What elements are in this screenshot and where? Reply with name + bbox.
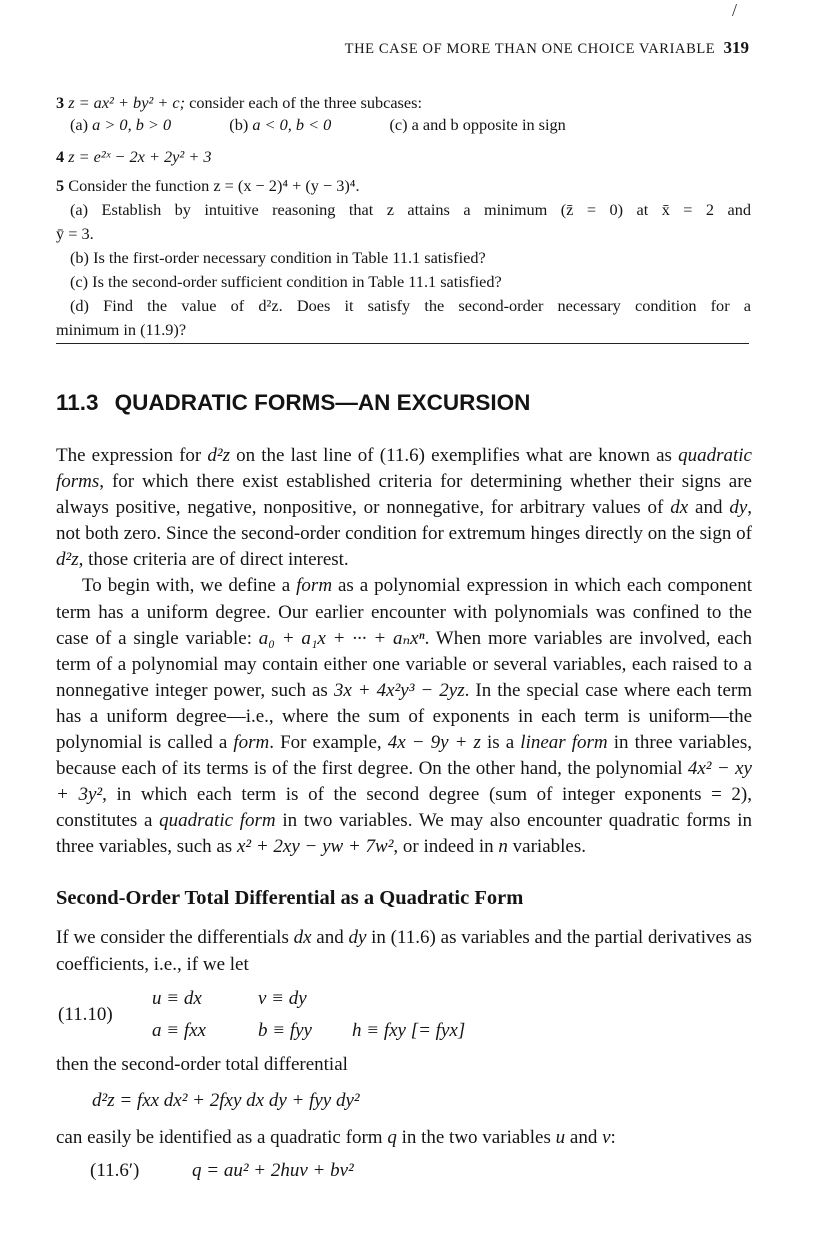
then-text: then the second-order total differential (56, 1054, 348, 1075)
text-run: in the two variables (396, 1127, 556, 1148)
text-run: in three variables, because each of its terms is of the first degree. On the other hand, the polynomial (56, 732, 752, 780)
subcase-a-text: a > 0, b > 0 (92, 115, 172, 134)
text-run: in (11.6) as variables and the partial derivatives as coefficients, i.e., if we let (56, 927, 752, 975)
section-heading (56, 390, 530, 416)
text-run: The expression for (56, 445, 208, 466)
exercise-3 (56, 91, 751, 115)
math-run: 4x − 9y + z (387, 732, 481, 754)
equation-h: h ≡ fxy [= fyx] (352, 1020, 466, 1041)
math-run: n (498, 836, 508, 858)
equation-v: v ≡ dy (258, 988, 307, 1009)
running-head-title: THE CASE OF MORE THAN ONE CHOICE VARIABLE (344, 41, 716, 57)
text-run: , for which there exist established criteria for determining whether their signs are always positive, negative, nonpositive, or nonnegative, for arbitrary values of (56, 471, 752, 519)
section-title: QUADRATIC FORMS—AN EXCURSION (114, 390, 531, 415)
part-b-label: (b) (70, 248, 89, 267)
equation-label-11-6-prime: (11.6′) (90, 1160, 140, 1181)
math-run: 4x² − xy + 3y² (56, 758, 752, 806)
math-run: x² + 2xy − yw + 7w² (236, 836, 394, 858)
body-text (56, 443, 752, 861)
equation-a: a ≡ fxx (152, 1020, 206, 1041)
part-b-text: Is the first-order necessary condition in Table 11.1 satisfied? (93, 248, 486, 267)
text-run: : (610, 1127, 616, 1148)
equation-b: b ≡ fyy (258, 1020, 312, 1041)
exercise-3-subcases (56, 113, 751, 137)
subcase-b-text: a < 0, b < 0 (252, 115, 332, 134)
math-run: dx (293, 927, 312, 948)
identified-text (56, 1125, 752, 1152)
text-run: , or indeed in (393, 836, 499, 858)
math-run: a₀ + a₁x + ··· + aₙxⁿ (258, 627, 425, 649)
running-head (345, 38, 749, 58)
subcase-c-label: (c) (389, 115, 408, 134)
page-number: 319 (723, 38, 749, 57)
paragraph-1 (56, 443, 752, 573)
subcase-c-text: a and b opposite in sign (411, 115, 566, 134)
text-run: on the last line of (11.6) exemplifies what are known as (229, 445, 679, 466)
emphasis-run: quadratic form (159, 810, 276, 832)
math-run: u (555, 1127, 566, 1148)
math-run: dy (348, 927, 367, 948)
text-run: . In the special case where each term has a uniform degree—i.e., where the sum of exponents in each term is uniform—the polynomial is called a (56, 679, 753, 754)
exercise-text: consider each of the three subcases: (189, 93, 422, 112)
text-run: in two variables. We may also encounter quadratic forms in three variables, such as (56, 810, 753, 858)
text-run: , not both zero. Since the second-order condition for extremum hinges directly on the sign of (56, 497, 752, 545)
part-c-label: (c) (70, 272, 89, 291)
subsection-intro (56, 925, 752, 978)
part-d-label: (d) (70, 296, 89, 315)
equation-u: u ≡ dx (152, 988, 202, 1009)
emphasis-run: quadratic forms (56, 445, 752, 493)
math-run: d²z (207, 445, 230, 466)
text-run: If we consider the differentials (56, 927, 294, 948)
exercise-number: 5 (56, 176, 65, 195)
text-run: , in which each term is of the second degree (sum of integer exponents = 2), constitutes a (56, 784, 752, 832)
section-divider (56, 343, 749, 344)
paragraph-2 (56, 573, 752, 860)
equation-d2z: d²z = fxx dx² + 2fxy dx dy + fyy dy² (92, 1090, 360, 1111)
emphasis-run: form (296, 575, 333, 597)
exercise-formula: z = ax² + by² + c; (68, 93, 186, 112)
subcase-b-label: (b) (229, 115, 249, 134)
math-run: v (602, 1127, 611, 1148)
part-d-text: Find the value of d²z. Does it satisfy the second-order necessary condition for a (103, 296, 752, 315)
emphasis-run: linear form (520, 732, 608, 754)
text-run: . When more variables are involved, each term of a polynomial may contain either one variable or several variables, each raised to a nonnegative integer power, such as (56, 627, 752, 701)
part-c-text: Is the second-order sufficient condition in Table 11.1 satisfied? (92, 272, 502, 291)
math-run: q (387, 1127, 397, 1148)
equation-label-11-10: (11.10) (58, 1004, 113, 1025)
part-a-text: Establish by intuitive reasoning that z attains a minimum (z̄ = 0) at x̄ = 2 and (101, 200, 751, 219)
text-run: To begin with, we define a (82, 575, 297, 597)
math-run: 3x + 4x²y³ − 2yz (333, 679, 465, 701)
part-a-label: (a) (70, 200, 89, 219)
exercise-number: 4 (56, 147, 65, 166)
exercise-formula: z = e²ˣ − 2x + 2y² + 3 (68, 147, 212, 166)
part-a-text-cont: ȳ = 3. (56, 224, 94, 243)
exercise-intro: Consider the function z = (x − 2)⁴ + (y − 3)⁴. (68, 176, 360, 195)
text-run: and (565, 1127, 603, 1148)
exercise-4 (56, 145, 751, 169)
text-run: and (688, 497, 730, 519)
section-number: 11.3 (56, 390, 99, 415)
text-run: variables. (507, 836, 586, 858)
text-run: is a (480, 732, 521, 754)
text-run: , those criteria are of direct interest. (78, 549, 349, 571)
emphasis-run: form (233, 732, 270, 754)
subsection-heading: Second-Order Total Differential as a Quadratic Form (56, 887, 524, 909)
exercise-5 (56, 174, 751, 342)
text-run: and (311, 927, 349, 948)
math-run: dx (670, 497, 689, 519)
exercise-number: 3 (56, 93, 65, 112)
equation-q: q = au² + 2huv + bv² (192, 1160, 354, 1181)
text-run: can easily be identified as a quadratic form (56, 1127, 388, 1148)
stray-mark: / (732, 0, 738, 20)
text-run: . For example, (269, 732, 388, 754)
subcase-a-label: (a) (70, 115, 89, 134)
part-d-text-cont: minimum in (11.9)? (56, 320, 187, 339)
text-run: as a polynomial expression in which each component term has a uniform degree. Our earlier encounter with polynomials was confined to the case of a single variable: (56, 575, 752, 649)
math-run: d²z (56, 549, 79, 571)
math-run: dy (729, 497, 748, 519)
